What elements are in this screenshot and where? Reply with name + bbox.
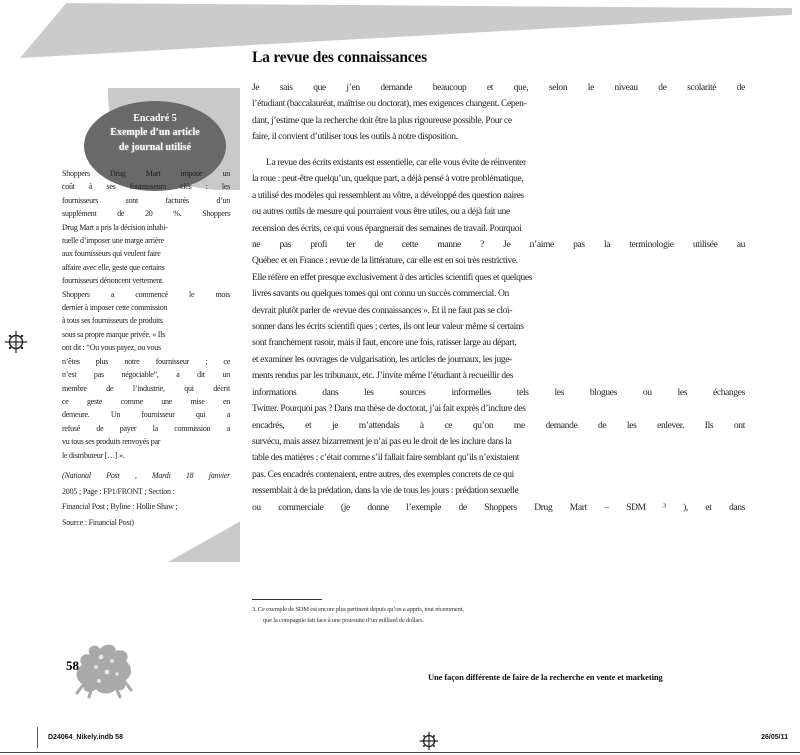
body-text-line: Québec et en France : revue de la littérature, car elle est en soi très restrictive. — [252, 256, 518, 267]
encadre-text-line: à tous ses fournisseurs de produits — [62, 316, 163, 326]
footnote-separator-rule — [252, 599, 322, 600]
encadre-citation-line: (National Post , Mardi 18 janvier — [62, 471, 230, 480]
body-text-line: survécu, mais assez bizarrement je n’ai pas eu le droit de les inclure dans la — [252, 436, 512, 447]
body-text-line: pas. Ces encadrés contenaient, entre autres, des exemples concrets de ce qui — [252, 469, 514, 480]
paragraph-1 — [252, 80, 745, 146]
body-text-line: dant, j’estime que la recherche doit être la plus rigoureuse possible. Pour ce — [252, 115, 512, 126]
encadre-text-line: Drug Mart a pris la décision inhabi- — [62, 222, 168, 232]
encadre-text-line: tuelle d’imposer une marge arrière — [62, 236, 164, 246]
encadre-text-line: dernier à imposer cette commission — [62, 303, 168, 313]
encadre-badge-number: Encadré 5 — [133, 113, 177, 124]
body-text-line: la roue : peut-être quelqu’un, quelque part, a déjà pensé à votre problématique, — [252, 174, 524, 185]
encadre-text-line: coût à ses fournisseurs clés : les — [62, 182, 230, 192]
encadre-text-line: vu tous ses produits renvoyés par — [62, 437, 161, 447]
encadre-text-line: Shoppers Drug Mart impose un — [62, 169, 230, 178]
body-text-line: encadrés, et je m’attendais à ce qu’on me demande de les enlever. Ils ont — [252, 420, 745, 431]
registration-mark-icon — [419, 731, 439, 751]
encadre-text-line: fournisseurs dénoncent vertement. — [62, 276, 164, 286]
encadre-article-text — [62, 167, 234, 462]
running-footer: Une façon différente de faire de la recherche en vente et marketing — [428, 672, 663, 682]
encadre-text-line: supplément de 20 %. Shoppers — [62, 209, 230, 219]
body-text-line: livres savants ou quelques tomes qui ont connu un succès commercial. On — [252, 289, 509, 300]
body-text-line: sonner dans les écrits scientifi ques ; certes, ils ont leur valeur même si certains — [252, 322, 524, 333]
body-text-line: ou commerciale (je donne l’exemple de Shoppers Drug Mart – SDM ³ ), et dans — [252, 502, 745, 513]
encadre-text-line: n’est pas négociable”, a dit un — [62, 370, 230, 380]
body-text-line: faire, il convient d’utiliser tous les outils à notre disposition. — [252, 132, 458, 143]
frog-icon — [72, 641, 136, 704]
footnote — [252, 604, 464, 626]
print-date: 26/05/11 — [761, 734, 788, 741]
body-text-line: sont franchement rasoir, mais il faut, encore une fois, ratisser large au départ, — [252, 338, 517, 349]
print-file-label: D24064_Nikely.indb 58 — [48, 734, 123, 741]
encadre-text-line: Shoppers a commencé le mois — [62, 289, 230, 299]
footnote-line: 3. Ce exemple de SDM est encore plus pertinent depuis qu’on a appris, tout récemment, — [252, 606, 464, 613]
encadre-text-line: le distributeur […] ». — [62, 450, 125, 460]
encadre-badge-title-line2: de journal utilisé — [118, 141, 192, 153]
encadre-text-line: demeure. Un fournisseur qui a — [62, 410, 230, 420]
encadre-text-line: affaire avec elle, geste que certains — [62, 262, 165, 272]
encadre-citation-line: Financial Post ; Byline : Hollie Shaw ; — [62, 502, 178, 511]
body-text-line: La revue des écrits existants est essentielle, car elle vous évite de réinventer — [266, 158, 526, 168]
encadre-text-line: n’êtes plus notre fournisseur ; ce — [62, 356, 230, 366]
body-text-line: devrait plutôt parler de «revue des connaissances ». Et il ne faut pas se cloi- — [252, 305, 513, 316]
body-text-line: ments rendus par les tribunaux, etc. J’invite même l’étudiant à recueillir des — [252, 371, 514, 382]
registration-mark-icon — [4, 330, 28, 354]
body-text-line: l’étudiant (baccalauréat, maîtrise ou doctorat), mes exigences changent. Cepen- — [252, 99, 527, 110]
encadre-text-line: sous sa propre marque privée. « Ils — [62, 329, 165, 339]
body-text-line: table des matières ; c’était comme s’il fallait faire semblant qu’ils n’existaient — [252, 453, 520, 464]
encadre-text-line: refusé de payer la commission a — [62, 423, 230, 433]
section-title: La revue des connaissances — [252, 49, 427, 66]
body-text-line: et examiner les ouvrages de vulgarisation, les articles de journaux, les juge- — [252, 354, 512, 365]
body-text-line: a utilisé des modèles qui ressemblent au vôtre, a développé des question naires — [252, 190, 524, 201]
encadre-text-line: membre de l’industrie, qui décrit — [62, 383, 230, 393]
encadre-badge-title-line1: Exemple d’un article — [110, 127, 200, 138]
footnote-line: que la compagnie fait face à une poursuite d’un milliard de dollars. — [263, 617, 424, 624]
body-text-line: ne pas profi ter de cette manne ? Je n’aime pas la terminologie utilisée au — [252, 240, 745, 251]
encadre-text-line: ont dit : “Ou vous payez, ou vous — [62, 343, 161, 353]
body-text-line: recension des écrits, ce qui vous épargnerait des semaines de travail. Pourquoi — [252, 223, 522, 234]
encadre-text-line: aux fournisseurs qui veulent faire — [62, 249, 161, 259]
paragraph-2 — [252, 155, 745, 516]
page-number: 58 — [66, 658, 79, 673]
crop-mark-line — [37, 727, 38, 748]
body-text-line: Twitter. Pourquoi pas ? Dans ma thèse de doctorat, j’ai fait exprès d’inclure des — [252, 404, 526, 415]
body-text-line: Je sais que j’en demande beaucoup et que, selon le niveau de scolarité de — [252, 83, 745, 93]
encadre-text-line: fournisseurs sont facturés d’un — [62, 195, 230, 205]
body-text-line: ou autres outils de mesure qui pourraient vous être utiles, ou a déjà fait une — [252, 207, 510, 218]
encadre-citation-line: Source : Financial Post) — [62, 517, 134, 527]
body-text-line: ressemblait à de la prédation, dans la vie de tous les jours : prédation sexuelle — [252, 486, 519, 497]
encadre-text-line: ce geste comme une mise en — [62, 396, 230, 406]
encadre-citation — [62, 468, 234, 530]
encadre-citation-line: 2005 ; Page : FP1/FRONT ; Section : — [62, 486, 175, 496]
body-text-line: Elle réfère en effet presque exclusivement à des articles scientifi ques et quelques — [252, 272, 533, 283]
body-text-line: informations dans les sources informelles tels les blogues ou les échanges — [252, 387, 745, 398]
bottom-trim-rule — [0, 752, 800, 753]
